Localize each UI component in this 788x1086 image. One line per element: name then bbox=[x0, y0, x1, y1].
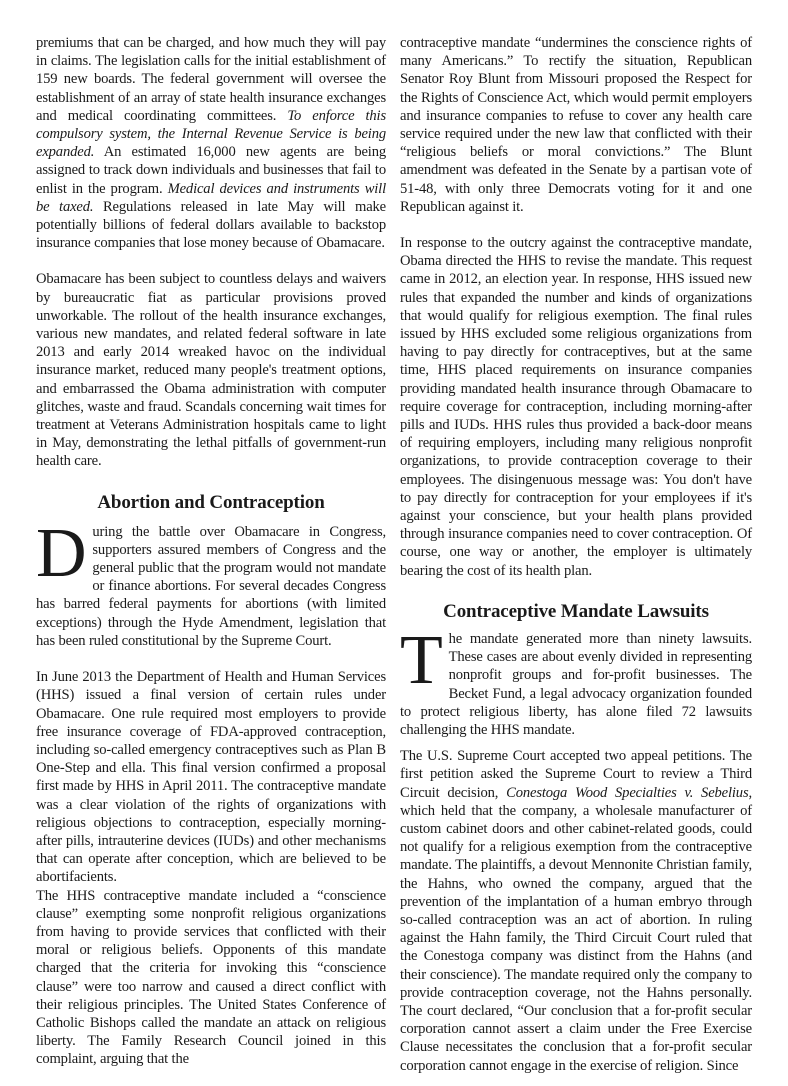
paragraph-irs-expansion bbox=[36, 34, 386, 252]
text-run: premiums that can be charged, and how much they will pay in claims. The legislation calls for the initial establishment of 159 new boards. The federal government will oversee the establishment of an array of state health insurance exchanges and medical coordinating committees. bbox=[36, 35, 386, 124]
drop-cap: D bbox=[36, 514, 87, 592]
drop-cap: T bbox=[400, 621, 443, 699]
emphasis-irs: To enforce this compulsory system, the Internal Revenue Service is being expanded. bbox=[36, 107, 386, 161]
emphasis-medical-devices: Medical devices and instruments will be taxed. bbox=[36, 180, 386, 215]
paragraph-delays-waivers: Obamacare has been subject to countless delays and waivers by bureaucratic fiat as particular provisions proved unworkable. The rollout of the health insurance exchanges, various new mandates, and related federal software in late 2013 and early 2014 wreaked havoc on the individual insurance market, reduced many people's treatment options, and embarrassed the Obama administration with computer glitches, waste and fraud. Scandals concerning wait times for treatment at Veterans Administration hospitals came to light in May, demonstrating the lethal pitfalls of government-run health care. bbox=[36, 271, 386, 470]
text-run: An estimated 16,000 new agents are being assigned to track down individuals and businesses that fail to enlist in the program. bbox=[36, 144, 386, 197]
left-column bbox=[36, 34, 386, 1074]
section-heading-mandate-lawsuits: Contraceptive Mandate Lawsuits bbox=[443, 600, 709, 622]
text-run: The U.S. Supreme Court accepted two appeal petitions. The first petition asked the Supreme Court to review a Third Circuit decision, bbox=[400, 748, 752, 801]
section-heading-abortion-contraception: Abortion and Contraception bbox=[97, 491, 325, 513]
text-run: he mandate generated more than ninety lawsuits. These cases are about evenly divided in representing nonprofit groups and for-profit businesses. The Becket Fund, a legal advocacy organization founded to protect religious liberty, has alone filed 72 lawsuits challenging the HHS mandate. bbox=[400, 630, 752, 738]
text-run: uring the battle over Obamacare in Congress, supporters assured members of Congress and the general public that the program would not mandate or finance abortions. For several decades Congress has barred federal payments for abortions (with limited exceptions) through the Hyde Amendment, legislation that has been ruled constitutional by the Supreme Court. bbox=[36, 523, 386, 649]
paragraph-hhs-rules: In June 2013 the Department of Health and Human Services (HHS) issued a final version of certain rules under Obamacare. One rule required most employers to provide free insurance coverage of FDA-approved contraception, including so-called emergency contraceptives such as Plan B One-Step and ella. This final version confirmed a proposal first made by HHS in April 2011. The contraceptive mandate was a clear violation of the rights of organizations with religious objections to contraception, especially morning-after pills, intrauterine devices (IUDs) and other mechanisms that can operate after conception, which are believed to be abortifacients. bbox=[36, 669, 386, 886]
paragraph-blunt-amendment: contraceptive mandate “undermines the conscience rights of many Americans.” To rectify the situation, Republican Senator Roy Blunt from Missouri proposed the Respect for the Rights of Conscience Act, which would permit employers and insurance companies to refuse to cover any health care service required under the new law that conflicted with their “religious beliefs or moral convictions.” The Blunt amendment was defeated in the Senate by a partisan vote of 51-48, with only three Democrats voting for it and one Republican against it. bbox=[400, 35, 752, 215]
text-run: Regulations released in late May will make potentially billions of federal dollars available to backstop insurance companies that lose money because of Obamacare. bbox=[36, 198, 386, 252]
paragraph-lawsuits bbox=[400, 621, 752, 739]
right-column bbox=[400, 34, 752, 1074]
text-run: , which held that the company, a wholesale manufacturer of custom cabinet doors and other cabinet-related goods, could not qualify for a religious exemption from the contraceptive mandate. The plaintiffs, a devout Mennonite Christian family, the Hahns, who owned the company, argued that the prevention of the implantation of a human embryo through so-called contraception was an act of abortion. In ruling against the Hahn family, the Third Circuit Court ruled that the Conestoga company was distinct from the Hahns (and their conscience). The mandate required only the company to provide contraception coverage, not the Hahns personally. The court declared, “Our conclusion that a for-profit secular corporation cannot assert a claim under the Free Exercise Clause necessitates the conclusion that a for-profit secular corporation cannot engage in the exercise of religion. Since bbox=[400, 784, 752, 1074]
paragraph-conscience-clause: The HHS contraceptive mandate included a “conscience clause” exempting some nonprofit religious organizations from having to provide services that conflicted with their moral or religious beliefs. Opponents of this mandate charged that the criteria for invoking this “conscience clause” were too narrow and caused a direct conflict with their religious principles. The United States Conference of Catholic Bishops called the mandate an attack on religious liberty. The Family Research Council joined in this complaint, arguing that the bbox=[36, 887, 386, 1068]
paragraph-obama-revision: In response to the outcry against the contraceptive mandate, Obama directed the HHS to revise the mandate. This request came in 2012, an election year. In response, HHS issued new rules that expanded the number and kinds of organizations that would qualify for religious exemption. The final rules issued by HHS excluded some religious organizations from having to pay directly for contraceptives, but at the same time, HHS placed requirements on insurance companies providing mandated health insurance through Obamacare to require coverage for contraception, including morning-after pills and IUDs. HHS rules thus provided a back-door means of requiring employers, including many religious nonprofit organizations, to provide contraception coverage to their employees. The disingenuous message was: You don't have to pay directly for contraception for your employees if it's against your conscience, but your health plans provided through insurance companies need to cover contraception. Of course, one way or another, the employer is ultimately bearing the cost of its health plan. bbox=[400, 235, 752, 579]
case-name: Conestoga Wood Specialties v. Sebelius bbox=[506, 784, 749, 801]
paragraph-congress-battle bbox=[36, 514, 386, 650]
paragraph-supreme-court-petitions bbox=[400, 747, 752, 1075]
